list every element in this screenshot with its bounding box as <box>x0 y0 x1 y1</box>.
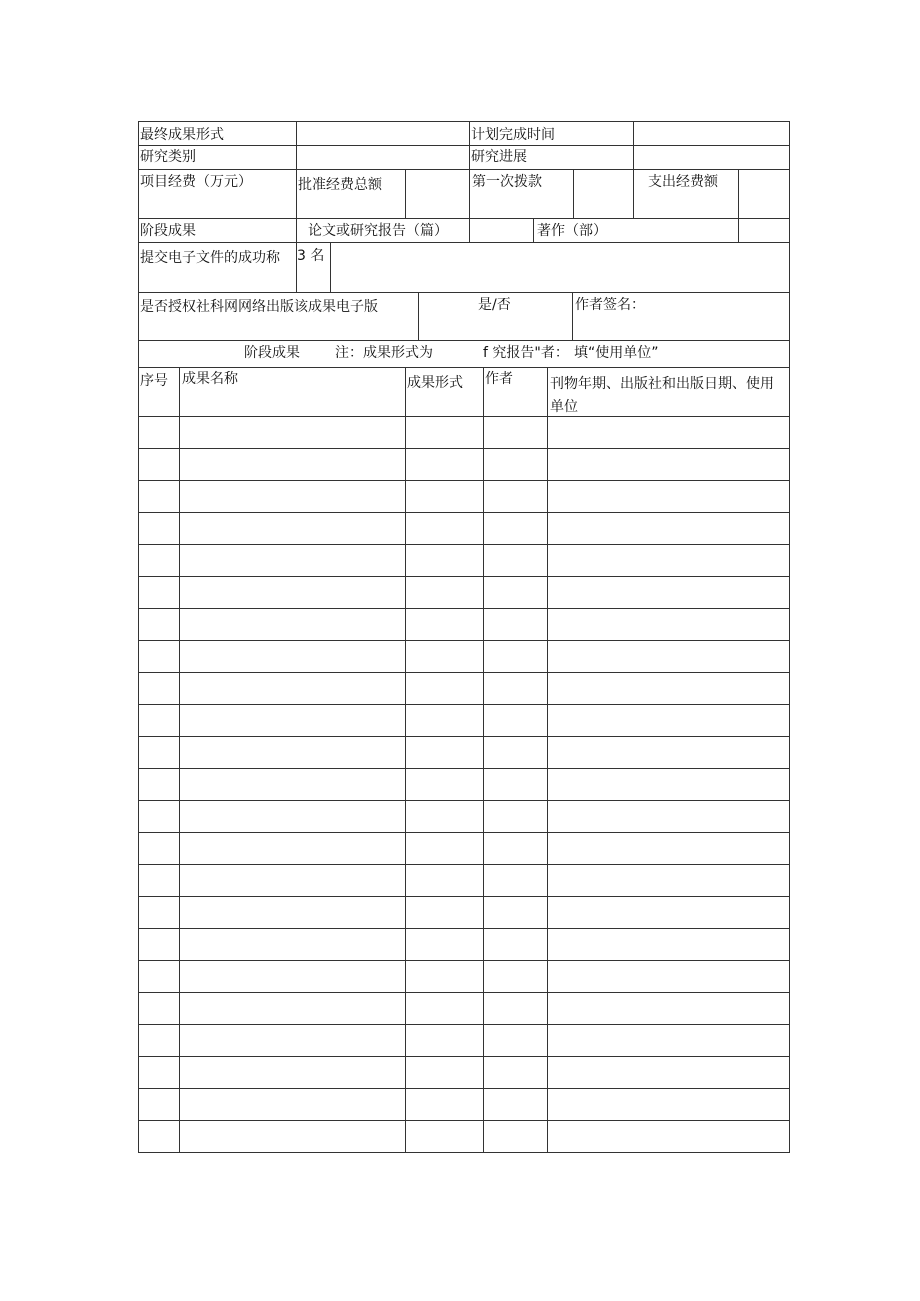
results-note: 注：成果形式为 <box>335 345 433 361</box>
table-row <box>138 1088 790 1089</box>
rule <box>547 367 548 1153</box>
progress-label: 研究进展 <box>471 149 527 165</box>
rule <box>533 218 534 242</box>
rule <box>572 292 573 340</box>
papers-label: 论文或研究报告（篇） <box>308 223 448 239</box>
table-row <box>138 448 790 449</box>
expense-label: 支出经费额 <box>648 174 718 190</box>
table-row <box>138 960 790 961</box>
submit-value: 3 名 <box>297 248 325 264</box>
table-row <box>138 1152 790 1153</box>
rule <box>789 121 790 1153</box>
rule <box>296 169 297 218</box>
table-row <box>138 768 790 769</box>
final-form-label: 最终成果形式 <box>140 127 224 143</box>
signature-label: 作者签名： <box>575 297 645 313</box>
table-row <box>138 1056 790 1057</box>
table-row <box>138 864 790 865</box>
table-row <box>138 928 790 929</box>
table-row <box>138 992 790 993</box>
table-row <box>138 608 790 609</box>
rule <box>138 121 139 1153</box>
table-row <box>138 544 790 545</box>
rule <box>405 169 406 218</box>
books-label: 著作（部） <box>537 223 607 239</box>
rule <box>138 340 790 341</box>
rule <box>738 169 739 218</box>
rule <box>138 292 790 293</box>
table-row <box>138 1024 790 1025</box>
funding-label: 项目经费（万元） <box>140 174 252 190</box>
col-header-author: 作者 <box>485 371 513 387</box>
table-row <box>138 896 790 897</box>
col-header-publication: 刊物年期、出版社和出版日期、使用单位 <box>550 376 774 415</box>
rule <box>633 121 634 169</box>
submit-label: 提交电子文件的成功称 <box>140 250 280 266</box>
rule <box>296 121 297 169</box>
rule <box>296 218 297 242</box>
col-header-form: 成果形式 <box>407 375 463 391</box>
rule <box>405 367 406 1153</box>
results-note-3: 填“使用单位” <box>574 345 659 361</box>
rule <box>330 242 331 292</box>
table-row <box>138 736 790 737</box>
rule <box>483 367 484 1153</box>
rule <box>138 218 790 219</box>
table-row <box>138 480 790 481</box>
rule <box>469 218 470 242</box>
plan-time-label: 计划完成时间 <box>471 127 555 143</box>
rule <box>179 367 180 1153</box>
rule <box>138 169 790 170</box>
yes-no: 是/否 <box>478 297 511 313</box>
rule <box>469 121 470 169</box>
rule <box>418 292 419 340</box>
table-row <box>138 832 790 833</box>
table-row <box>138 576 790 577</box>
stage-label: 阶段成果 <box>140 223 196 239</box>
rule <box>138 121 790 122</box>
table-row <box>138 1120 790 1121</box>
table-row <box>138 640 790 641</box>
authorize-label: 是否授权社科网网络出版该成果电子版 <box>140 299 378 315</box>
first-alloc-label: 第一次拨款 <box>472 174 542 190</box>
rule <box>738 218 739 242</box>
approved-label: 批准经费总额 <box>298 177 382 193</box>
rule <box>138 367 790 368</box>
results-heading: 阶段成果 <box>244 345 300 361</box>
rule <box>296 242 297 292</box>
table-row <box>138 672 790 673</box>
rule <box>633 169 634 218</box>
results-note-2: f 究报告"者： <box>483 345 569 361</box>
rule <box>138 242 790 243</box>
rule <box>138 145 790 146</box>
rule <box>138 416 790 417</box>
rule <box>469 169 470 218</box>
category-label: 研究类别 <box>140 149 196 165</box>
col-header-name: 成果名称 <box>182 371 238 387</box>
table-row <box>138 704 790 705</box>
table-row <box>138 512 790 513</box>
table-row <box>138 800 790 801</box>
col-header-index: 序号 <box>140 373 168 389</box>
rule <box>573 169 574 218</box>
